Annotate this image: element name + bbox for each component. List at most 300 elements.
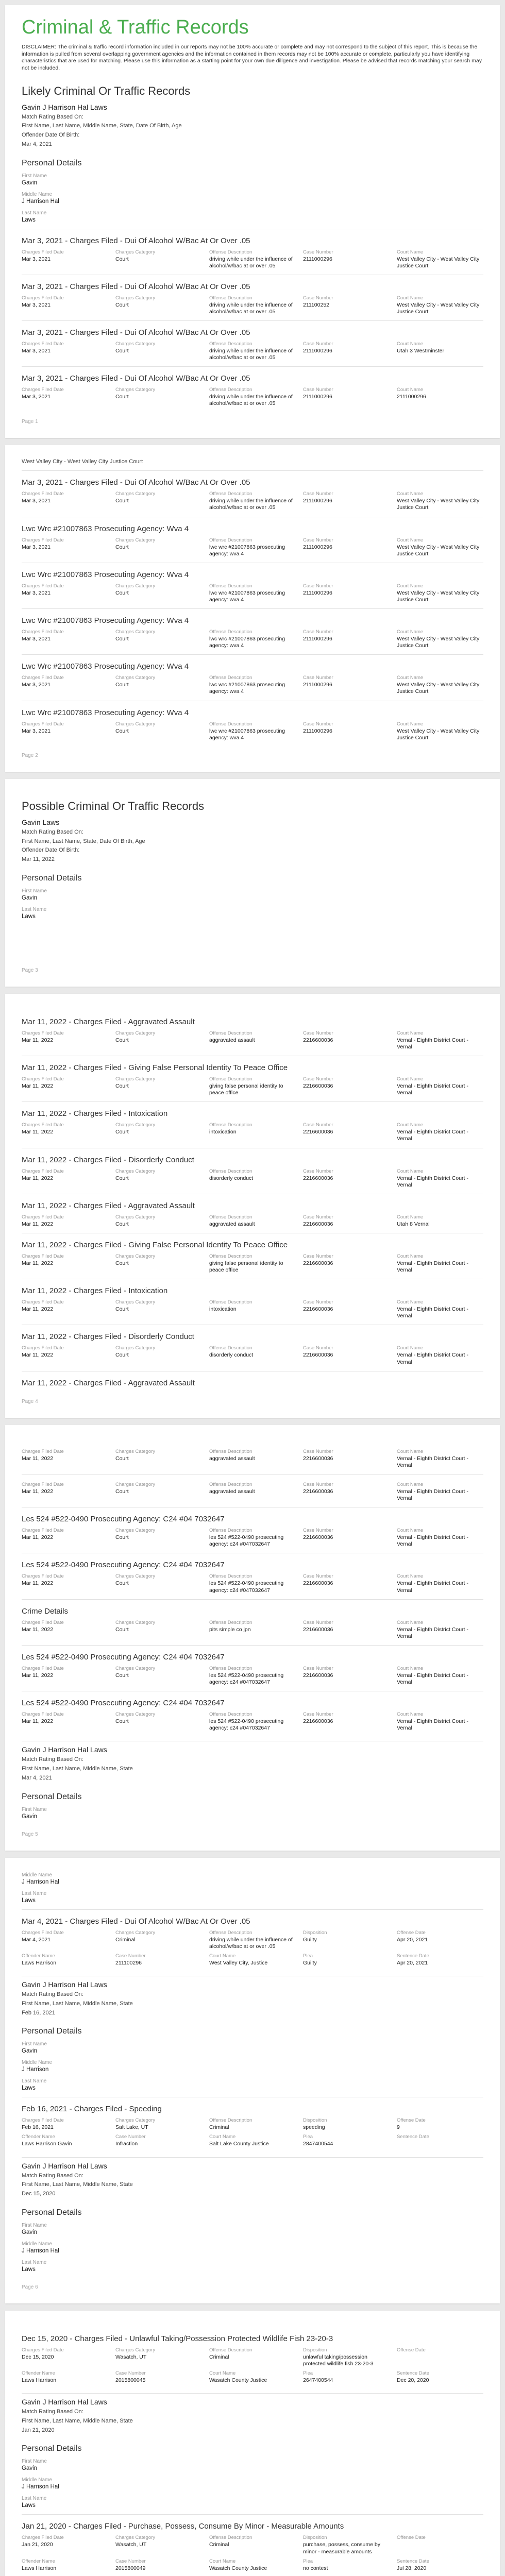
charge-field [115,2117,202,2131]
charge-field [209,721,296,741]
charge-field-value: driving while under the influence of alcohol/w/bac at or over .05 [209,498,293,511]
charge-field [303,1930,390,1950]
charge-field-label: Offender Name [22,2558,55,2564]
charge-fields [22,1620,483,1640]
charge-record [22,1233,483,1274]
charge-field-label: Case Number [303,1168,333,1174]
section-divider [22,2157,483,2158]
charge-field-label: Case Number [115,2134,146,2140]
charge-title: Mar 11, 2022 - Charges Filed - Intoxication [22,1286,168,1296]
charge-field [303,1620,390,1640]
detail-field [22,210,483,224]
report-page [5,445,500,772]
charge-field-value: Criminal [209,2541,229,2548]
charge-fields [22,1253,483,1274]
charge-field [303,1449,390,1469]
charge-field-value: West Valley City - West Valley City Justice Court [397,682,480,695]
charge-record [22,1645,483,1686]
charge-field [22,1666,108,1686]
charge-field-value: giving false personal identity to peace office [209,1260,283,1274]
charge-field [22,1620,108,1640]
charge-field-value: lwc wrc #21007863 prosecuting agency: wva 4 [209,727,285,741]
charge-field-label: Charges Category [115,675,156,681]
charge-field-value: les 524 #522-0490 prosecuting agency: c24 #047032647 [209,1534,284,1548]
charge-title: Jan 21, 2020 - Charges Filed - Purchase, Possess, Consume By Minor - Measurable Amounts [22,2522,344,2531]
charge-field-value: intoxication [209,1129,237,1136]
charge-field [115,1030,202,1050]
page-number: Page 3 [22,967,38,973]
charge-field [22,1930,108,1950]
charge-field-label: Offense Date [397,2347,426,2353]
charge-field-value: Laws Harrison [22,2565,57,2571]
charge-field [209,2558,296,2572]
match-info-line: Match Rating Based On: [22,1756,83,1763]
charge-field-value: Criminal [209,2124,229,2131]
charge-field-value: 2216600036 [303,1037,333,1043]
charge-field-label: Charges Filed Date [22,2535,64,2541]
charge-field [22,1168,108,1189]
charge-field [303,491,390,511]
charge-field-label: Case Number [303,1573,333,1580]
charge-title: Les 524 #522-0490 Prosecuting Agency: C24 #04 7032647 [22,1652,225,1662]
charge-field-value: Mar 11, 2022 [22,1175,54,1181]
match-info-line: First Name, Last Name, State, Date Of Birth, Age [22,838,145,844]
charge-field-label: Charges Category [115,1528,156,1534]
charge-field-value: Court [115,1175,129,1181]
charge-field-value: Laws Harrison [22,1959,57,1966]
charge-field [115,1299,202,1319]
charge-field-value: West Valley City - West Valley City Justice Court [397,256,480,269]
charge-field [22,1345,108,1365]
detail-value: J Harrison [22,2066,49,2073]
charge-field [209,583,296,603]
charge-field-label: Case Number [303,1528,333,1534]
charge-field-value: 2111000296 [303,544,332,550]
charge-field [209,1253,296,1274]
charge-field-value: Utah 8 Vernal [397,1221,430,1227]
charge-field [115,1449,202,1469]
charge-field [115,1253,202,1274]
charge-field-label: Offender Name [22,1953,55,1959]
charge-field-value: 211100296 [115,1959,142,1966]
charge-field-label: Charges Category [115,1168,156,1174]
report-page [5,2311,500,2576]
charge-field [115,1953,202,1967]
charge-field-label: Case Number [115,2558,146,2564]
detail-label: First Name [22,2222,47,2228]
charge-field-label: Court Name [397,675,424,681]
match-info-line: Mar 4, 2021 [22,141,52,147]
charge-field-label: Case Number [303,1448,333,1454]
charge-field [303,1666,390,1686]
detail-label: First Name [22,2459,47,2465]
charge-field-label: Case Number [303,295,333,301]
charge-field-value: 2216600036 [303,1455,333,1462]
charge-field [209,1122,296,1142]
charge-fields [22,2535,483,2571]
charge-field-label: Charges Filed Date [22,1528,64,1534]
charge-field-label: Offense Description [209,629,252,635]
charge-record [22,1325,483,1365]
charge-field-label: Charges Filed Date [22,1448,64,1454]
charge-field-value: driving while under the influence of alcohol/w/bac at or over .05 [209,256,293,269]
charge-field [303,583,390,603]
detail-field [22,2496,483,2509]
charge-field-label: Court Name [397,1345,424,1351]
detail-label: Last Name [22,1890,47,1896]
charge-field [209,537,296,557]
charge-field-value: aggravated assault [209,1488,255,1495]
charge-field [209,1214,296,1228]
charge-field [397,1620,483,1640]
charge-field [209,2535,296,2555]
charge-field [303,387,390,407]
charge-field-value: unlawful taking/possession protected wildlife fish 23-20-3 [303,2353,374,2367]
charge-field-value: lwc wrc #21007863 prosecuting agency: wva 4 [209,636,285,649]
person-name: Gavin J Harrison Hal Laws [22,103,107,111]
charge-field-value: Mar 3, 2021 [22,636,51,642]
charge-field-label: Court Name [397,1619,424,1625]
charge-title: Lwc Wrc #21007863 Prosecuting Agency: Wva 4 [22,662,189,671]
charge-field-label: Case Number [303,491,333,497]
charge-field [115,537,202,557]
charge-field [209,1573,296,1594]
detail-value: J Harrison Hal [22,198,59,205]
charge-field-value: Infraction [115,2141,138,2147]
charge-title: Mar 3, 2021 - Charges Filed - Dui Of Alcohol W/Bac At Or Over .05 [22,478,250,487]
report-page [5,994,500,1418]
charge-field [303,249,390,269]
charge-field [397,1214,483,1228]
personal-details-heading: Personal Details [22,2208,82,2217]
charge-title: Dec 15, 2020 - Charges Filed - Unlawful Taking/Possession Protected Wildlife Fish 23-20-3 [22,2334,333,2343]
charge-field-label: Case Number [303,1122,333,1128]
charge-field [209,1030,296,1050]
charge-field-label: Charges Filed Date [22,1168,64,1174]
charge-field-value: Mar 11, 2022 [22,1672,54,1679]
charge-field [397,1930,483,1950]
charge-field-value: Mar 3, 2021 [22,682,51,688]
charge-title: Les 524 #522-0490 Prosecuting Agency: C24 #04 7032647 [22,1515,225,1524]
charge-field-label: Disposition [303,2535,327,2541]
charge-field-value: Court [115,394,129,400]
charge-title: Mar 11, 2022 - Charges Filed - Giving False Personal Identity To Peace Office [22,1240,288,1249]
charge-fields [22,1214,483,1228]
charge-field-value: West Valley City - West Valley City Justice Court [397,301,480,315]
charge-field [209,1666,296,1686]
charge-field-label: Charges Filed Date [22,2347,64,2353]
charge-field-value: Court [115,1129,129,1136]
charge-field-label: Charges Filed Date [22,491,64,497]
charge-title: Crime Details [22,1606,69,1616]
charge-field-value: Vernal - Eighth District Court - Vernal [397,1672,468,1686]
detail-field [22,2041,483,2055]
charge-field-value: driving while under the influence of alcohol/w/bac at or over .05 [209,394,293,407]
charge-field-label: Offense Description [209,1929,252,1936]
charge-field-label: Charges Filed Date [22,1030,64,1036]
detail-field [22,1807,483,1820]
detail-value: J Harrison Hal [22,2247,59,2254]
charge-field-value: 2647400544 [303,2377,333,2384]
charge-field-value: Vernal - Eighth District Court - Vernal [397,1260,468,1274]
charge-field [303,675,390,695]
charge-field [22,537,108,557]
match-info-line: Match Rating Based On: [22,1991,83,1998]
charge-field-label: Court Name [397,1122,424,1128]
charge-title: Mar 3, 2021 - Charges Filed - Dui Of Alcohol W/Bac At Or Over .05 [22,374,250,383]
charge-field-value: 2216600036 [303,1083,333,1090]
charge-field-label: Disposition [303,2347,327,2353]
charge-record [22,2097,483,2147]
detail-value: Laws [22,216,36,223]
charge-field [209,629,296,649]
charge-field [397,295,483,315]
charge-field-value: 2216600036 [303,1626,333,1633]
charge-field-label: Court Name [209,1953,236,1959]
charge-field-value: Mar 3, 2021 [22,348,51,354]
person-name: Gavin J Harrison Hal Laws [22,1980,107,1989]
charge-field-value: Court [115,1306,129,1313]
charge-record [22,701,483,741]
charge-title: Lwc Wrc #21007863 Prosecuting Agency: Wva 4 [22,570,189,579]
charge-field [397,249,483,269]
charge-record [22,1553,483,1594]
charge-field-value: Mar 11, 2022 [22,1083,54,1090]
charge-fields [22,295,483,315]
charge-field [303,2134,390,2147]
charge-field-value: Court [115,1221,129,1227]
charge-field-value: 2111000296 [303,256,332,262]
charge-field-label: Case Number [115,2370,146,2377]
charge-field-label: Offense Description [209,1448,252,1454]
charge-field-label: Offense Description [209,387,252,393]
charge-field-value: Mar 11, 2022 [22,1221,54,1227]
charge-field-label: Offense Date [397,2535,426,2541]
charge-field-label: Offense Description [209,1481,252,1487]
charge-field-label: Offense Description [209,675,252,681]
charge-field-label: Charges Filed Date [22,583,64,589]
charge-field-label: Offense Description [209,1665,252,1671]
charge-field-value: 2111000296 [303,498,332,504]
charge-field [22,583,108,603]
page-number: Page 2 [22,752,38,758]
charge-field-value: aggravated assault [209,1221,255,1227]
charge-field-value: aggravated assault [209,1455,255,1462]
charge-title: Mar 11, 2022 - Charges Filed - Disorderly Conduct [22,1332,194,1342]
charge-record [22,1279,483,1319]
detail-field [22,888,483,902]
charge-field-label: Court Name [397,629,424,635]
charge-field-label: Case Number [303,1711,333,1718]
charge-field [397,2347,483,2367]
charge-field [22,2370,108,2384]
charge-field-value: Mar 11, 2022 [22,1534,54,1541]
charge-field-label: Case Number [115,1953,146,1959]
charge-field [115,1122,202,1142]
charge-field-label: Offense Description [209,1573,252,1580]
charge-field [397,1953,483,1967]
charge-field-label: Offense Description [209,1299,252,1306]
charge-field [209,1620,296,1640]
charge-field-value: Mar 11, 2022 [22,1306,54,1313]
charge-field-label: Charges Filed Date [22,2117,64,2124]
charge-field [22,1573,108,1594]
charge-field [209,675,296,695]
charge-field-value: Mar 11, 2022 [22,1626,54,1633]
charge-field-label: Charges Category [115,491,156,497]
charge-field [303,341,390,361]
charge-field-label: Offense Date [397,2117,426,2124]
charge-field [22,1528,108,1548]
charge-field-label: Case Number [303,249,333,255]
report-page [5,5,500,438]
match-info-line: First Name, Last Name, Middle Name, State [22,2181,133,2188]
charge-record [22,1010,483,1050]
charge-field-label: Court Name [397,1711,424,1718]
charge-field [303,1528,390,1548]
charge-field-label: Court Name [397,341,424,347]
charge-record [22,517,483,557]
charge-field [115,1666,202,1686]
charge-field-value: Mar 11, 2022 [22,1455,54,1462]
detail-value: Laws [22,1897,36,1904]
charge-record [22,470,483,511]
detail-label: Middle Name [22,2241,52,2247]
detail-value: Gavin [22,2465,38,2472]
charge-field-label: Charges Category [115,537,156,543]
match-info-line: First Name, Last Name, Middle Name, State [22,1766,133,1772]
charge-field [397,1168,483,1189]
charge-fields [22,2347,483,2384]
charge-title: Mar 11, 2022 - Charges Filed - Aggravated Assault [22,1378,195,1387]
match-info-line: First Name, Last Name, Middle Name, State, Date Of Birth, Age [22,123,182,129]
charge-field [397,2370,483,2384]
charge-field-label: Court Name [397,1299,424,1306]
charge-field [115,2134,202,2147]
charge-field-label: Court Name [397,537,424,543]
charge-field [22,1449,108,1469]
charge-title: Feb 16, 2021 - Charges Filed - Speeding [22,2105,162,2114]
charge-field-value: Court [115,1037,129,1043]
charge-field [209,1953,296,1967]
charge-field-label: Charges Filed Date [22,249,64,255]
detail-value: J Harrison Hal [22,2484,59,2490]
charge-field-value: 2216600036 [303,1221,333,1227]
charge-title: Mar 11, 2022 - Charges Filed - Aggravated Assault [22,1017,195,1026]
charge-field-value: Court [115,589,129,596]
charge-record [22,1442,483,1469]
charge-field-label: Court Name [397,1076,424,1082]
charge-field-value: 9 [397,2124,400,2131]
charge-field [209,1711,296,1732]
charge-field-value: Court [115,636,129,642]
charge-field-value: Court [115,1488,129,1495]
match-info-line: Dec 15, 2020 [22,2191,56,2197]
charge-field-label: Court Name [397,1665,424,1671]
charge-field [115,2535,202,2555]
blank-space [22,925,483,956]
charge-field [115,1214,202,1228]
charge-field-label: Charges Filed Date [22,721,64,727]
charge-field [22,341,108,361]
charge-title: Mar 3, 2021 - Charges Filed - Dui Of Alcohol W/Bac At Or Over .05 [22,328,250,337]
charge-fields [22,583,483,603]
charge-field-label: Court Name [397,1448,424,1454]
charge-record [22,275,483,315]
charge-field-value: Court [115,348,129,354]
charge-field-label: Offense Description [209,721,252,727]
charge-field [397,1253,483,1274]
match-info-line: Match Rating Based On: [22,113,83,120]
charge-field [303,2558,390,2572]
charge-field-label: Charges Filed Date [22,629,64,635]
charge-record [22,1148,483,1189]
charge-field [22,1482,108,1502]
charge-field-value: Mar 3, 2021 [22,589,51,596]
charge-fields [22,1666,483,1686]
charge-field [303,2535,390,2555]
charge-title: Mar 11, 2022 - Charges Filed - Aggravated Assault [22,1201,195,1210]
charge-field-value: Court [115,1534,129,1541]
charge-field-label: Court Name [397,721,424,727]
charge-field-label: Charges Filed Date [22,341,64,347]
charge-field [22,721,108,741]
charge-field-value: Mar 3, 2021 [22,544,51,550]
charge-field-label: Court Name [397,1214,424,1220]
charge-field-label: Court Name [397,387,424,393]
charge-field [397,1573,483,1594]
detail-label: Last Name [22,2259,47,2265]
charge-field [115,2370,202,2384]
charge-field-value: 2015800045 [115,2377,146,2384]
charge-field-label: Offender Name [22,2134,55,2140]
charge-field-label: Case Number [303,387,333,393]
detail-label: Last Name [22,906,47,912]
detail-field [22,2241,483,2255]
detail-value: Gavin [22,1813,38,1820]
charge-field-value: West Valley City - West Valley City Justice Court [397,544,480,557]
charge-field-label: Case Number [303,1299,333,1306]
match-info-line: Offender Date Of Birth: [22,132,80,139]
charge-field-value: disorderly conduct [209,1352,254,1359]
charge-field-value: Court [115,1672,129,1679]
charge-field-value: Court [115,498,129,504]
personal-details-heading: Personal Details [22,2444,82,2453]
charge-field-label: Offense Description [209,1345,252,1351]
charge-record [22,1056,483,1096]
charge-field [115,583,202,603]
charge-field-value: no contest [303,2565,328,2571]
charge-field-value: disorderly conduct [209,1175,254,1181]
charge-field [115,1573,202,1594]
charge-fields [22,1482,483,1502]
charge-fields [22,341,483,361]
charge-field-label: Plea [303,2558,313,2564]
detail-field [22,1872,483,1886]
charge-field [115,629,202,649]
charge-field-value: West Valley City - West Valley City Justice Court [397,498,480,511]
match-info-line: Match Rating Based On: [22,828,83,835]
charge-field-label: Charges Category [115,387,156,393]
charge-field-value: Vernal - Eighth District Court - Vernal [397,1129,468,1142]
charge-field [209,491,296,511]
charge-field-value: Criminal [115,1936,136,1943]
charge-field-label: Sentence Date [397,2370,429,2377]
charge-field-label: Charges Category [115,1345,156,1351]
charge-field [303,1030,390,1050]
match-info-line: Feb 16, 2021 [22,2009,55,2016]
charge-field [209,1528,296,1548]
